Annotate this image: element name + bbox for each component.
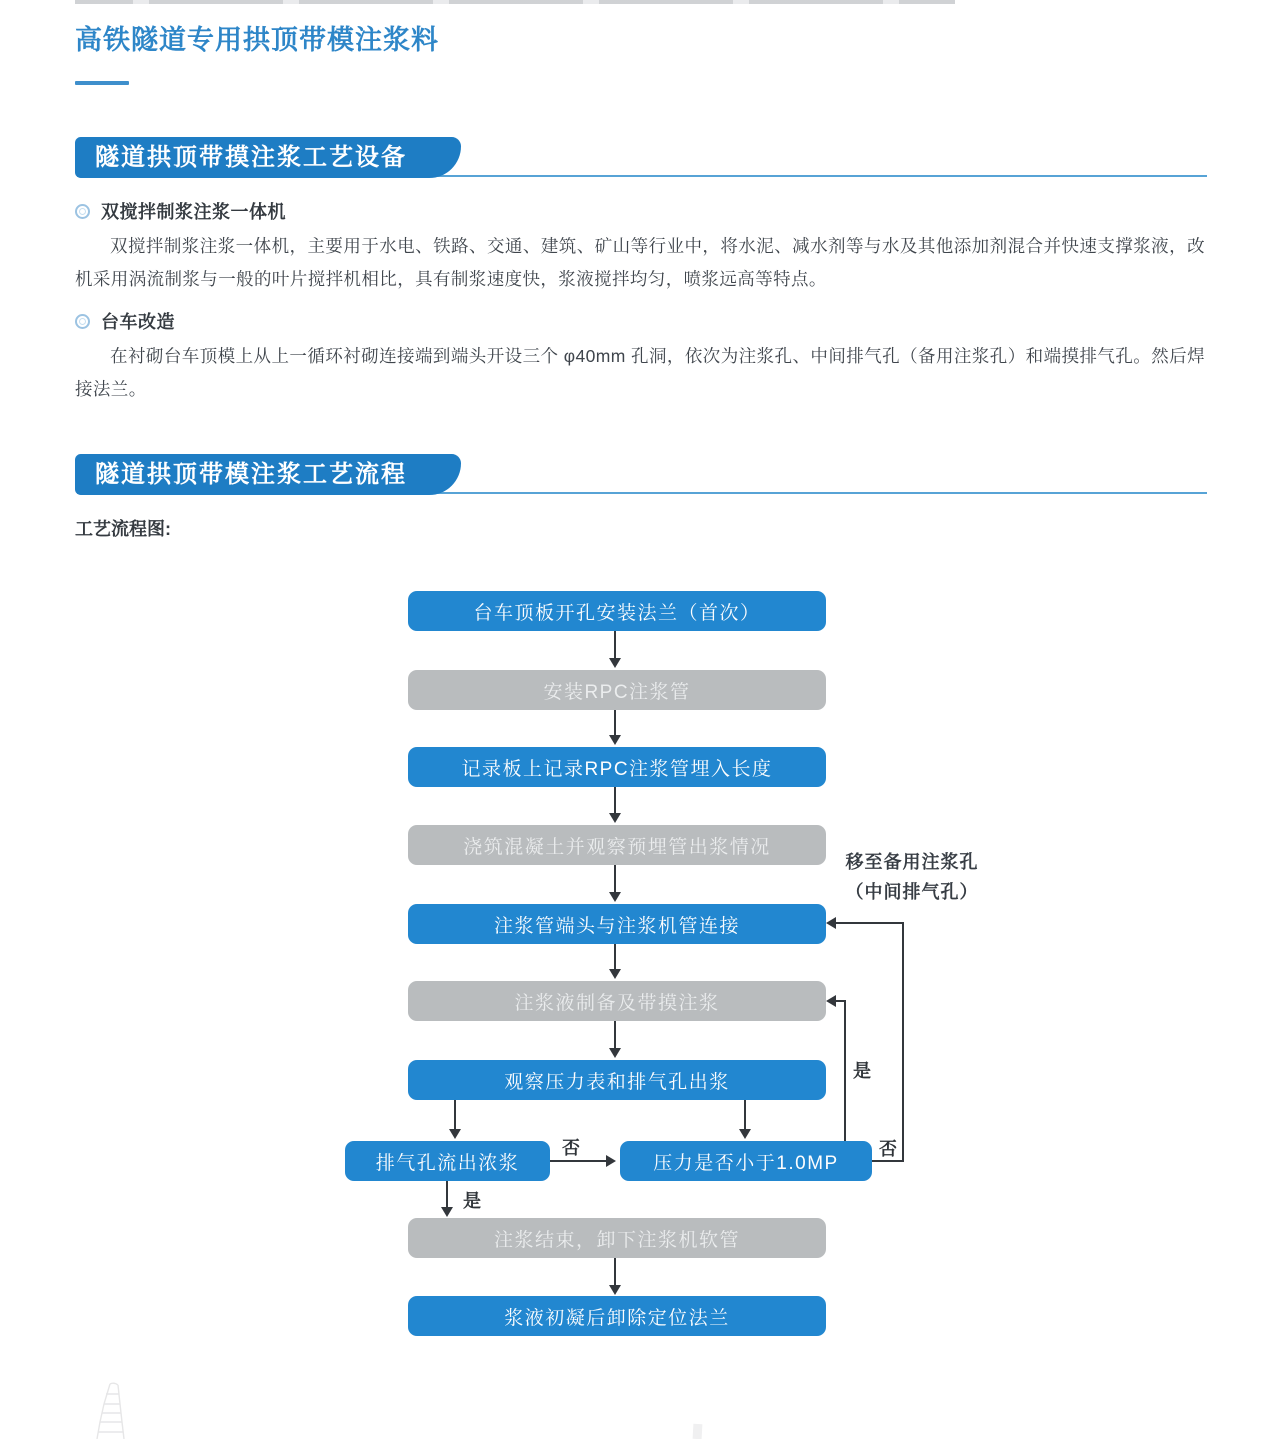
arrow-down-icon xyxy=(739,1129,751,1139)
flow-node-connect-machine: 注浆管端头与注浆机管连接 xyxy=(408,904,826,944)
flow-node-record-length: 记录板上记录RPC注浆管埋入长度 xyxy=(408,747,826,787)
arrow-down-icon xyxy=(609,969,621,979)
annotation-line2: （中间排气孔） xyxy=(845,882,979,902)
flow-node-remove-flange: 浆液初凝后卸除定位法兰 xyxy=(408,1296,826,1336)
feedback-line-no xyxy=(836,922,904,924)
page-title: 高铁隧道专用拱顶带模注浆料 xyxy=(75,25,439,55)
arrow-down-icon xyxy=(441,1207,453,1217)
arrow-line xyxy=(614,1258,616,1287)
bullet-item-mixer xyxy=(75,198,1205,224)
flow-node-pour-concrete: 浇筑混凝土并观察预埋管出浆情况 xyxy=(408,825,826,865)
arrow-down-icon xyxy=(609,1285,621,1295)
arrow-down-icon xyxy=(609,892,621,902)
flow-node-grouting-finish: 注浆结束，卸下注浆机软管 xyxy=(408,1218,826,1258)
arrow-line xyxy=(614,1021,616,1050)
feedback-annotation xyxy=(832,847,992,907)
arrow-line xyxy=(454,1100,456,1131)
arrow-down-icon xyxy=(609,658,621,668)
flowchart xyxy=(0,591,1280,1351)
arrow-line xyxy=(614,865,616,894)
arrow-down-icon xyxy=(449,1129,461,1139)
tower-watermark-icon xyxy=(88,1382,142,1439)
flow-node-observe-gauge: 观察压力表和排气孔出浆 xyxy=(408,1060,826,1100)
arrow-line xyxy=(614,631,616,660)
flow-node-install-rpc-pipe: 安装RPC注浆管 xyxy=(408,670,826,710)
feedback-line-no xyxy=(902,922,904,1162)
bullet-item-trolley xyxy=(75,308,1205,334)
arrow-down-icon xyxy=(609,735,621,745)
ring-bullet-icon xyxy=(75,204,90,219)
section-badge-equipment: 隧道拱顶带摸注浆工艺设备 xyxy=(75,137,461,178)
feedback-line-yes xyxy=(836,1000,846,1002)
arrow-down-icon xyxy=(609,1048,621,1058)
bottom-crop-artifact xyxy=(693,1424,703,1439)
flow-node-vent-thick-grout: 排气孔流出浓浆 xyxy=(345,1141,550,1181)
diagram-label: 工艺流程图: xyxy=(75,519,171,539)
bullet-heading-mixer: 双搅拌制浆注浆一体机 xyxy=(101,202,286,222)
paragraph-mixer: 双搅拌制浆注浆一体机，主要用于水电、铁路、交通、建筑、矿山等行业中，将水泥、减水剂等与水及其他添加剂混合并快速支撑浆液，改机采用涡流制浆与一般的叶片搅拌机相比，具有制浆速度快，浆液搅拌均匀，喷浆远高等特点。 xyxy=(75,236,1205,289)
flow-node-prepare-grout: 注浆液制备及带摸注浆 xyxy=(408,981,826,1021)
paragraph-trolley: 在衬砌台车顶模上从上一循环衬砌连接端到端头开设三个 φ40mm 孔洞，依次为注浆孔、中间排气孔（备用注浆孔）和端摸排气孔。然后焊接法兰。 xyxy=(75,346,1205,399)
ring-bullet-icon xyxy=(75,314,90,329)
arrow-line xyxy=(614,710,616,737)
section-badge-process: 隧道拱顶带模注浆工艺流程 xyxy=(75,454,461,495)
section-header-equipment xyxy=(75,137,1205,178)
flow-node-pressure-check: 压力是否小于1.0MP xyxy=(620,1141,872,1181)
feedback-line-yes xyxy=(844,1001,846,1141)
arrow-line xyxy=(614,944,616,971)
arrow-left-icon xyxy=(826,995,836,1007)
edge-label-vent-yes: 是 xyxy=(463,1191,481,1211)
arrow-line xyxy=(550,1160,606,1162)
annotation-line1: 移至备用注浆孔 xyxy=(845,852,979,872)
arrow-line xyxy=(614,787,616,815)
arrow-down-icon xyxy=(609,813,621,823)
edge-label-vent-no: 否 xyxy=(562,1138,580,1158)
arrow-line xyxy=(744,1100,746,1131)
bullet-heading-trolley: 台车改造 xyxy=(101,312,175,332)
title-underline xyxy=(75,81,129,85)
arrow-line xyxy=(446,1181,448,1209)
top-crop-artifact xyxy=(75,0,955,4)
edge-label-pressure-yes: 是 xyxy=(853,1061,871,1081)
section-header-process xyxy=(75,454,1205,495)
edge-label-pressure-no: 否 xyxy=(879,1139,897,1159)
flow-node-install-flange: 台车顶板开孔安装法兰（首次） xyxy=(408,591,826,631)
arrow-left-icon xyxy=(826,917,836,929)
arrow-right-icon xyxy=(606,1155,616,1167)
